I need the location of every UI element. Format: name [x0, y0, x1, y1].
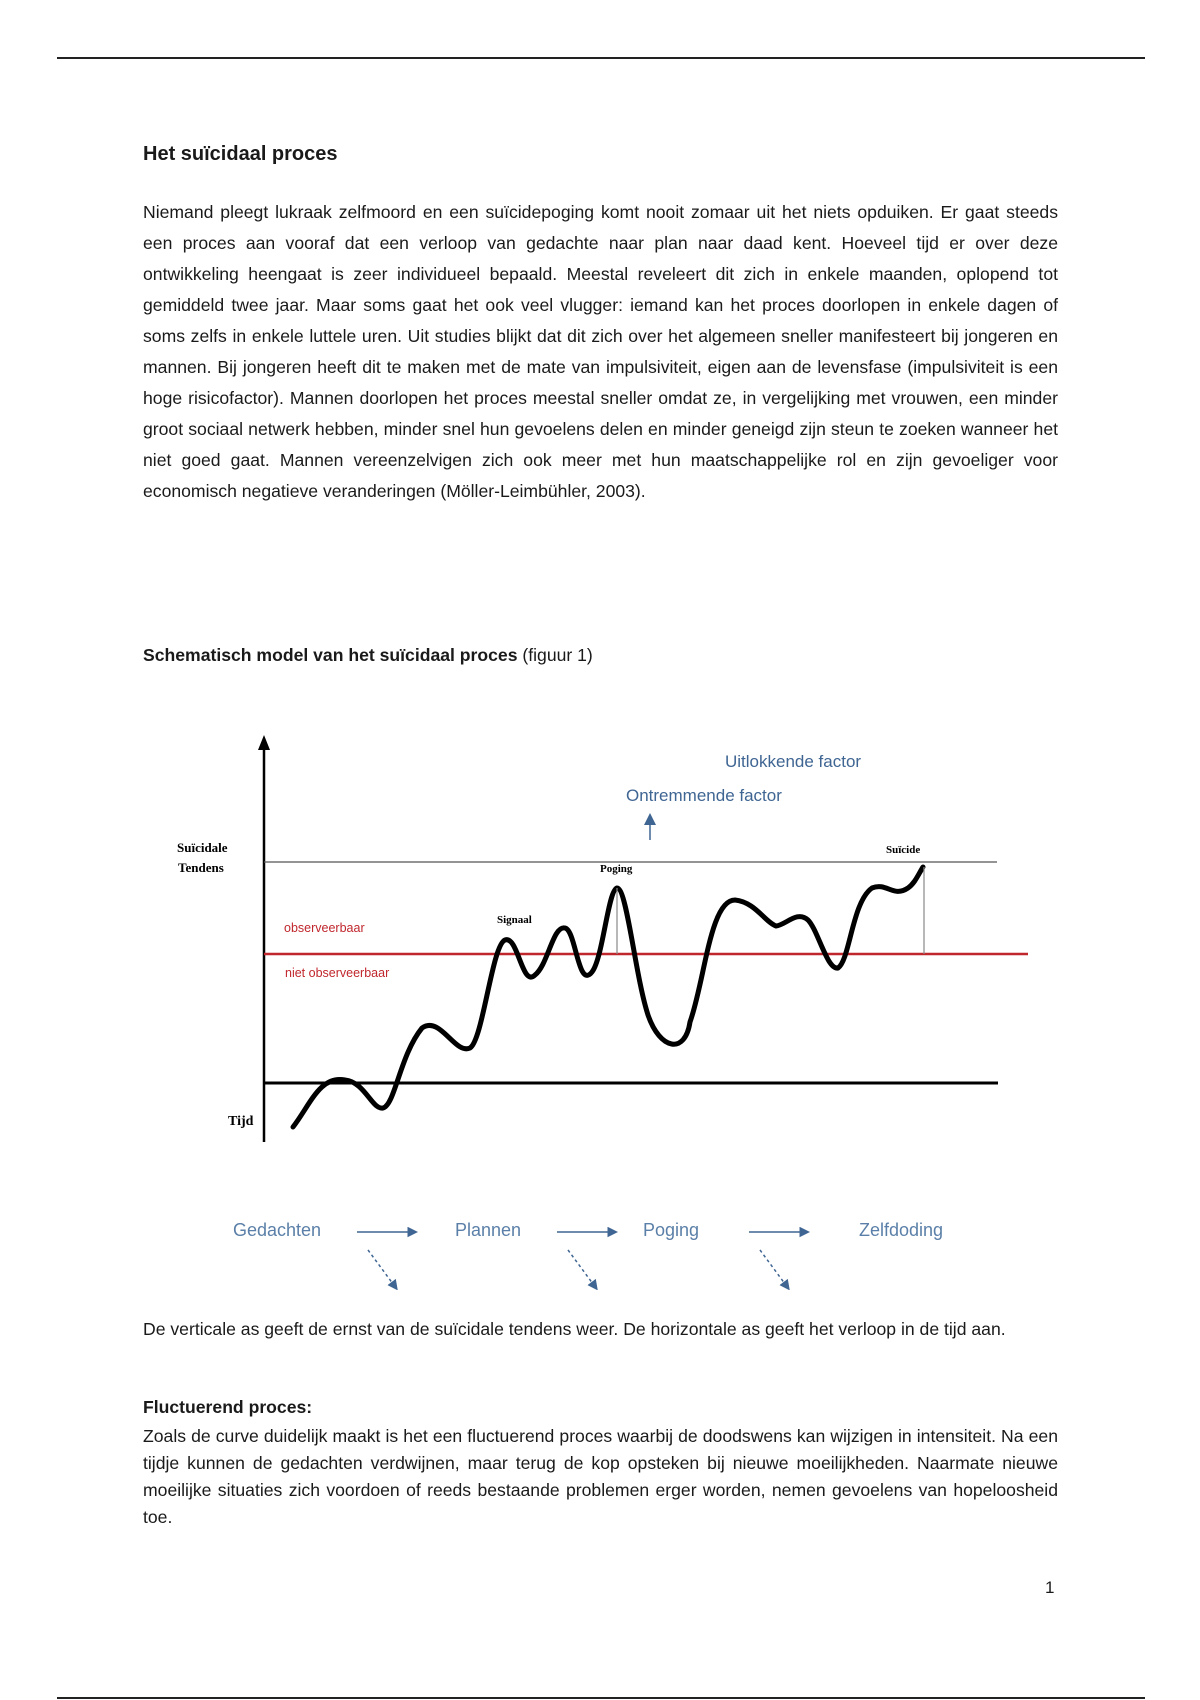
fluctuating-process-paragraph: Zoals de curve duidelijk maakt is het een fluctuerend proces waarbij de doodswens kan wijzigen in intensiteit. Na een tijdje kunnen de gedachten verdwijnen, maar terug de kop opsteken bij nieuwe moeilijkheden. Naarmate nieuwe moeilijke situaties zich voordoen of reeds bestaande problemen erger worden, nemen gevoelens van hopeloosheid toe.	[143, 1426, 1058, 1527]
suicidal-process-diagram	[160, 730, 1060, 1290]
stage-dotted-arrow-3	[760, 1250, 788, 1288]
stage-dotted-arrow-2	[568, 1250, 596, 1288]
page-title: Het suïcidaal proces	[143, 143, 338, 165]
y-axis-label-line1: Suïcidale	[177, 840, 228, 855]
trigger-label-uitlokkend: Uitlokkende factor	[725, 752, 862, 771]
trigger-label-ontremmend: Ontremmende factor	[626, 786, 782, 805]
stage-poging: Poging	[643, 1220, 700, 1240]
y-axis-label-line2: Tendens	[178, 860, 224, 875]
suicide-label: Suïcide	[886, 844, 921, 856]
tendency-curve	[293, 867, 923, 1127]
not-observable-label: niet observeerbaar	[285, 966, 390, 980]
footer-rule	[57, 1697, 1145, 1699]
stage-plannen: Plannen	[455, 1220, 522, 1240]
stage-gedachten: Gedachten	[233, 1220, 322, 1240]
signal-label: Signaal	[497, 914, 532, 926]
figure-heading-bold: Schematisch model van het suïcidaal proces	[143, 645, 518, 665]
header-rule	[57, 57, 1145, 59]
axis-explanation-paragraph: De verticale as geeft de ernst van de suïcidale tendens weer. De horizontale as geeft het verloop in de tijd aan.	[143, 1319, 1006, 1339]
intro-paragraph: Niemand pleegt lukraak zelfmoord en een suïcidepoging komt nooit zomaar uit het niets opduiken. Er gaat steeds een proces aan vooraf dat een verloop van gedachte naar plan naar daad kent. Hoeveel tijd er over deze ontwikkeling heengaat is zeer individueel bepaald. Meestal reveleert dit zich in enkele maanden, oplopend tot gemiddeld twee jaar. Maar soms gaat het ook veel vlugger: iemand kan het proces doorlopen in enkele dagen of soms zelfs in enkele luttele uren. Uit studies blijkt dat dit zich over het algemeen sneller manifesteert bij jongeren en mannen. Bij jongeren heeft dit te maken met de mate van impulsiviteit, eigen aan de levensfase (impulsiviteit is een hoge risicofactor). Mannen doorlopen het proces meestal sneller omdat ze, in vergelijking met vrouwen, een minder groot sociaal netwerk hebben, minder snel hun gevoelens delen en minder geneigd zijn steun te zoeken wanneer het niet goed gaat. Mannen vereenzelvigen zich ook meer met hun maatschappelijke rol en zijn gevoeliger voor economisch negatieve veranderingen (Möller-Leimbühler, 2003).	[143, 202, 1058, 501]
page-number: 1	[1045, 1578, 1055, 1597]
observable-label: observeerbaar	[284, 921, 365, 935]
fluctuating-process-heading: Fluctuerend proces:	[143, 1397, 313, 1417]
x-axis-label: Tijd	[228, 1114, 254, 1129]
stage-zelfdoding: Zelfdoding	[859, 1220, 944, 1240]
figure-heading-ref: (figuur 1)	[517, 645, 593, 665]
y-axis-arrow-icon	[258, 735, 270, 750]
attempt-label: Poging	[600, 863, 633, 875]
stage-dotted-arrow-1	[368, 1250, 396, 1288]
figure-heading	[143, 645, 593, 666]
